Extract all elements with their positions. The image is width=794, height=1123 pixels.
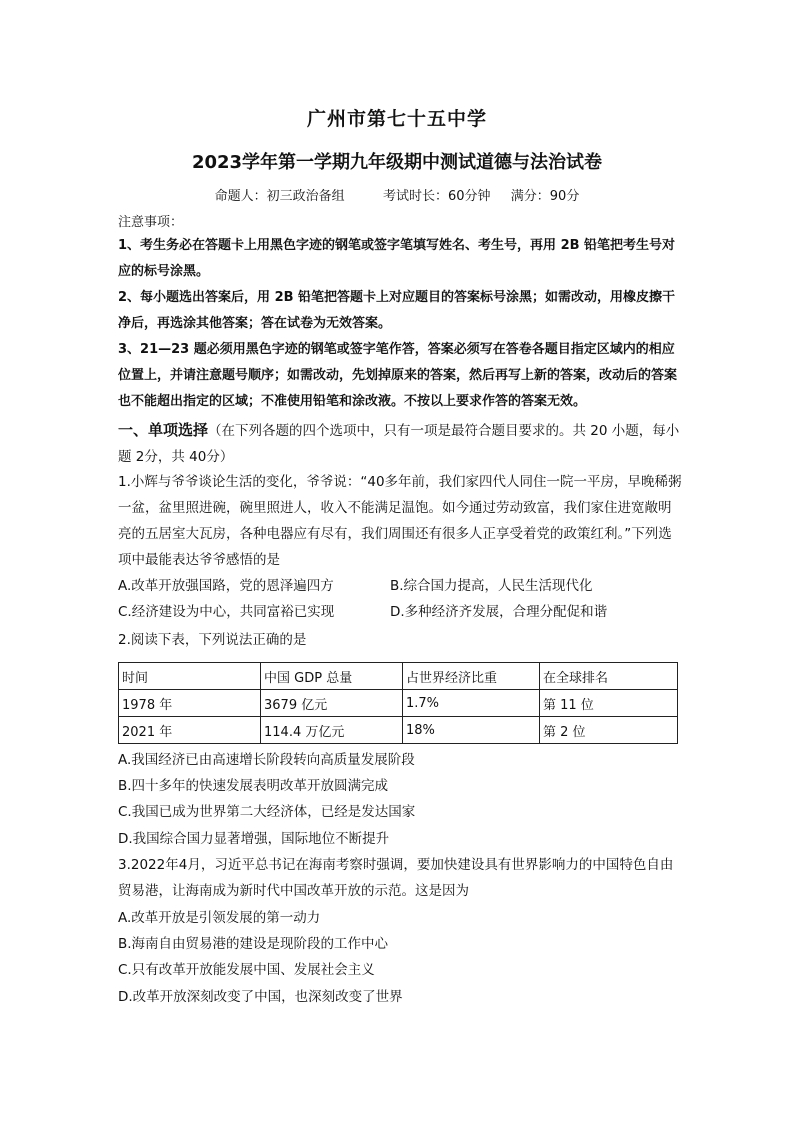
note-item: 2、每小题选出答案后，用 2B 铅笔把答题卡上对应题目的答案标号涂黑；如需改动，用橡皮擦干净后，再选涂其他答案；答在试卷为无效答案。 [118, 290, 676, 331]
table-cell: 1978 年 [119, 690, 261, 717]
table-cell: 第 2 位 [540, 717, 678, 744]
table-header-cell: 占世界经济比重 [403, 663, 540, 690]
exam-meta [0, 185, 794, 204]
question-option: D.我国综合国力显著增强，国际地位不断提升 [118, 831, 390, 847]
table-cell: 114.4 万亿元 [261, 717, 403, 744]
table-header-cell: 中国 GDP 总量 [261, 663, 403, 690]
note-item: 3、21—23 题必须用黑色字迹的钢笔或签字笔作答，答案必须写在答卷各题目指定区域内的相应位置上，并请注意题号顺序；如需改动，先划掉原来的答案，然后再写上新的答案，改动后的答案也不能超出指定的区域；不准使用铅笔和涂改液。不按以上要求作答的答案无效。 [118, 342, 678, 409]
table-cell: 3679 亿元 [261, 690, 403, 717]
table-header-row [119, 663, 678, 690]
note-item: 1、考生务必在答题卡上用黑色字迹的钢笔或签字笔填写姓名、考生号，再用 2B 铅笔把考生号对应的标号涂黑。 [118, 238, 676, 279]
question-option: B.四十多年的快速发展表明改革开放圆满完成 [118, 778, 389, 794]
notes-title: 注意事项： [118, 215, 184, 230]
table-cell: 第 11 位 [540, 690, 678, 717]
section-title [118, 417, 688, 470]
question-option: A.我国经济已由高速增长阶段转向高质量发展阶段 [118, 752, 415, 768]
question-stem: 2.阅读下表，下列说法正确的是 [118, 632, 307, 648]
gdp-table [118, 662, 678, 744]
exam-title: 2023学年第一学期九年级期中测试道德与法治试卷 [191, 152, 603, 173]
question-stem: 1.小辉与爷爷谈论生活的变化，爷爷说：“40多年前，我们家四代人同住一院一平房，早晚稀粥一盆，盆里照进碗，碗里照进人，收入不能满足温饱。如今通过劳动致富，我们家住进宽敞明亮的五居室大瓦房，各种电器应有尽有，我们周围还有很多人正享受着党的政策红利。”下列选项中最能表达爷爷感悟的是 [118, 474, 682, 568]
table-header-cell: 在全球排名 [540, 663, 678, 690]
duration: 考试时长：60分钟 [382, 189, 491, 204]
question-option: A.改革开放是引领发展的第一动力 [118, 910, 321, 926]
table-row [119, 690, 678, 717]
section-instructions: （在下列各题的四个选项中，只有一项是最符合题目要求的。共 20 小题，每小题 2分，共 40分） [118, 423, 680, 465]
question-option: C.经济建设为中心，共同富裕已实现 [118, 604, 335, 620]
full-score: 满分：90分 [510, 189, 580, 204]
table-cell: 2021 年 [119, 717, 261, 744]
school-name: 广州市第七十五中学 [306, 108, 487, 130]
question-option: D.改革开放深刻改变了中国，也深刻改变了世界 [118, 989, 403, 1005]
question-option: C.只有改革开放能发展中国、发展社会主义 [118, 962, 375, 978]
question-stem: 3.2022年4月，习近平总书记在海南考察时强调，要加快建设具有世界影响力的中国特色自由贸易港，让海南成为新时代中国改革开放的示范。这是因为 [118, 857, 674, 899]
question-option: A.改革开放强国路，党的恩泽遍四方 [118, 578, 334, 594]
table-row [119, 717, 678, 744]
table-cell: 1.7% [403, 690, 540, 717]
question-option: D.多种经济齐发展，合理分配促和谐 [390, 604, 608, 620]
section-heading: 一、单项选择 [118, 421, 209, 439]
question-option: B.综合国力提高，人民生活现代化 [390, 578, 593, 594]
table-header-cell: 时间 [119, 663, 261, 690]
question-option: C.我国已成为世界第二大经济体，已经是发达国家 [118, 804, 416, 820]
author: 命题人：初三政治备组 [214, 189, 345, 204]
question-option: B.海南自由贸易港的建设是现阶段的工作中心 [118, 936, 389, 952]
table-cell: 18% [403, 717, 540, 744]
